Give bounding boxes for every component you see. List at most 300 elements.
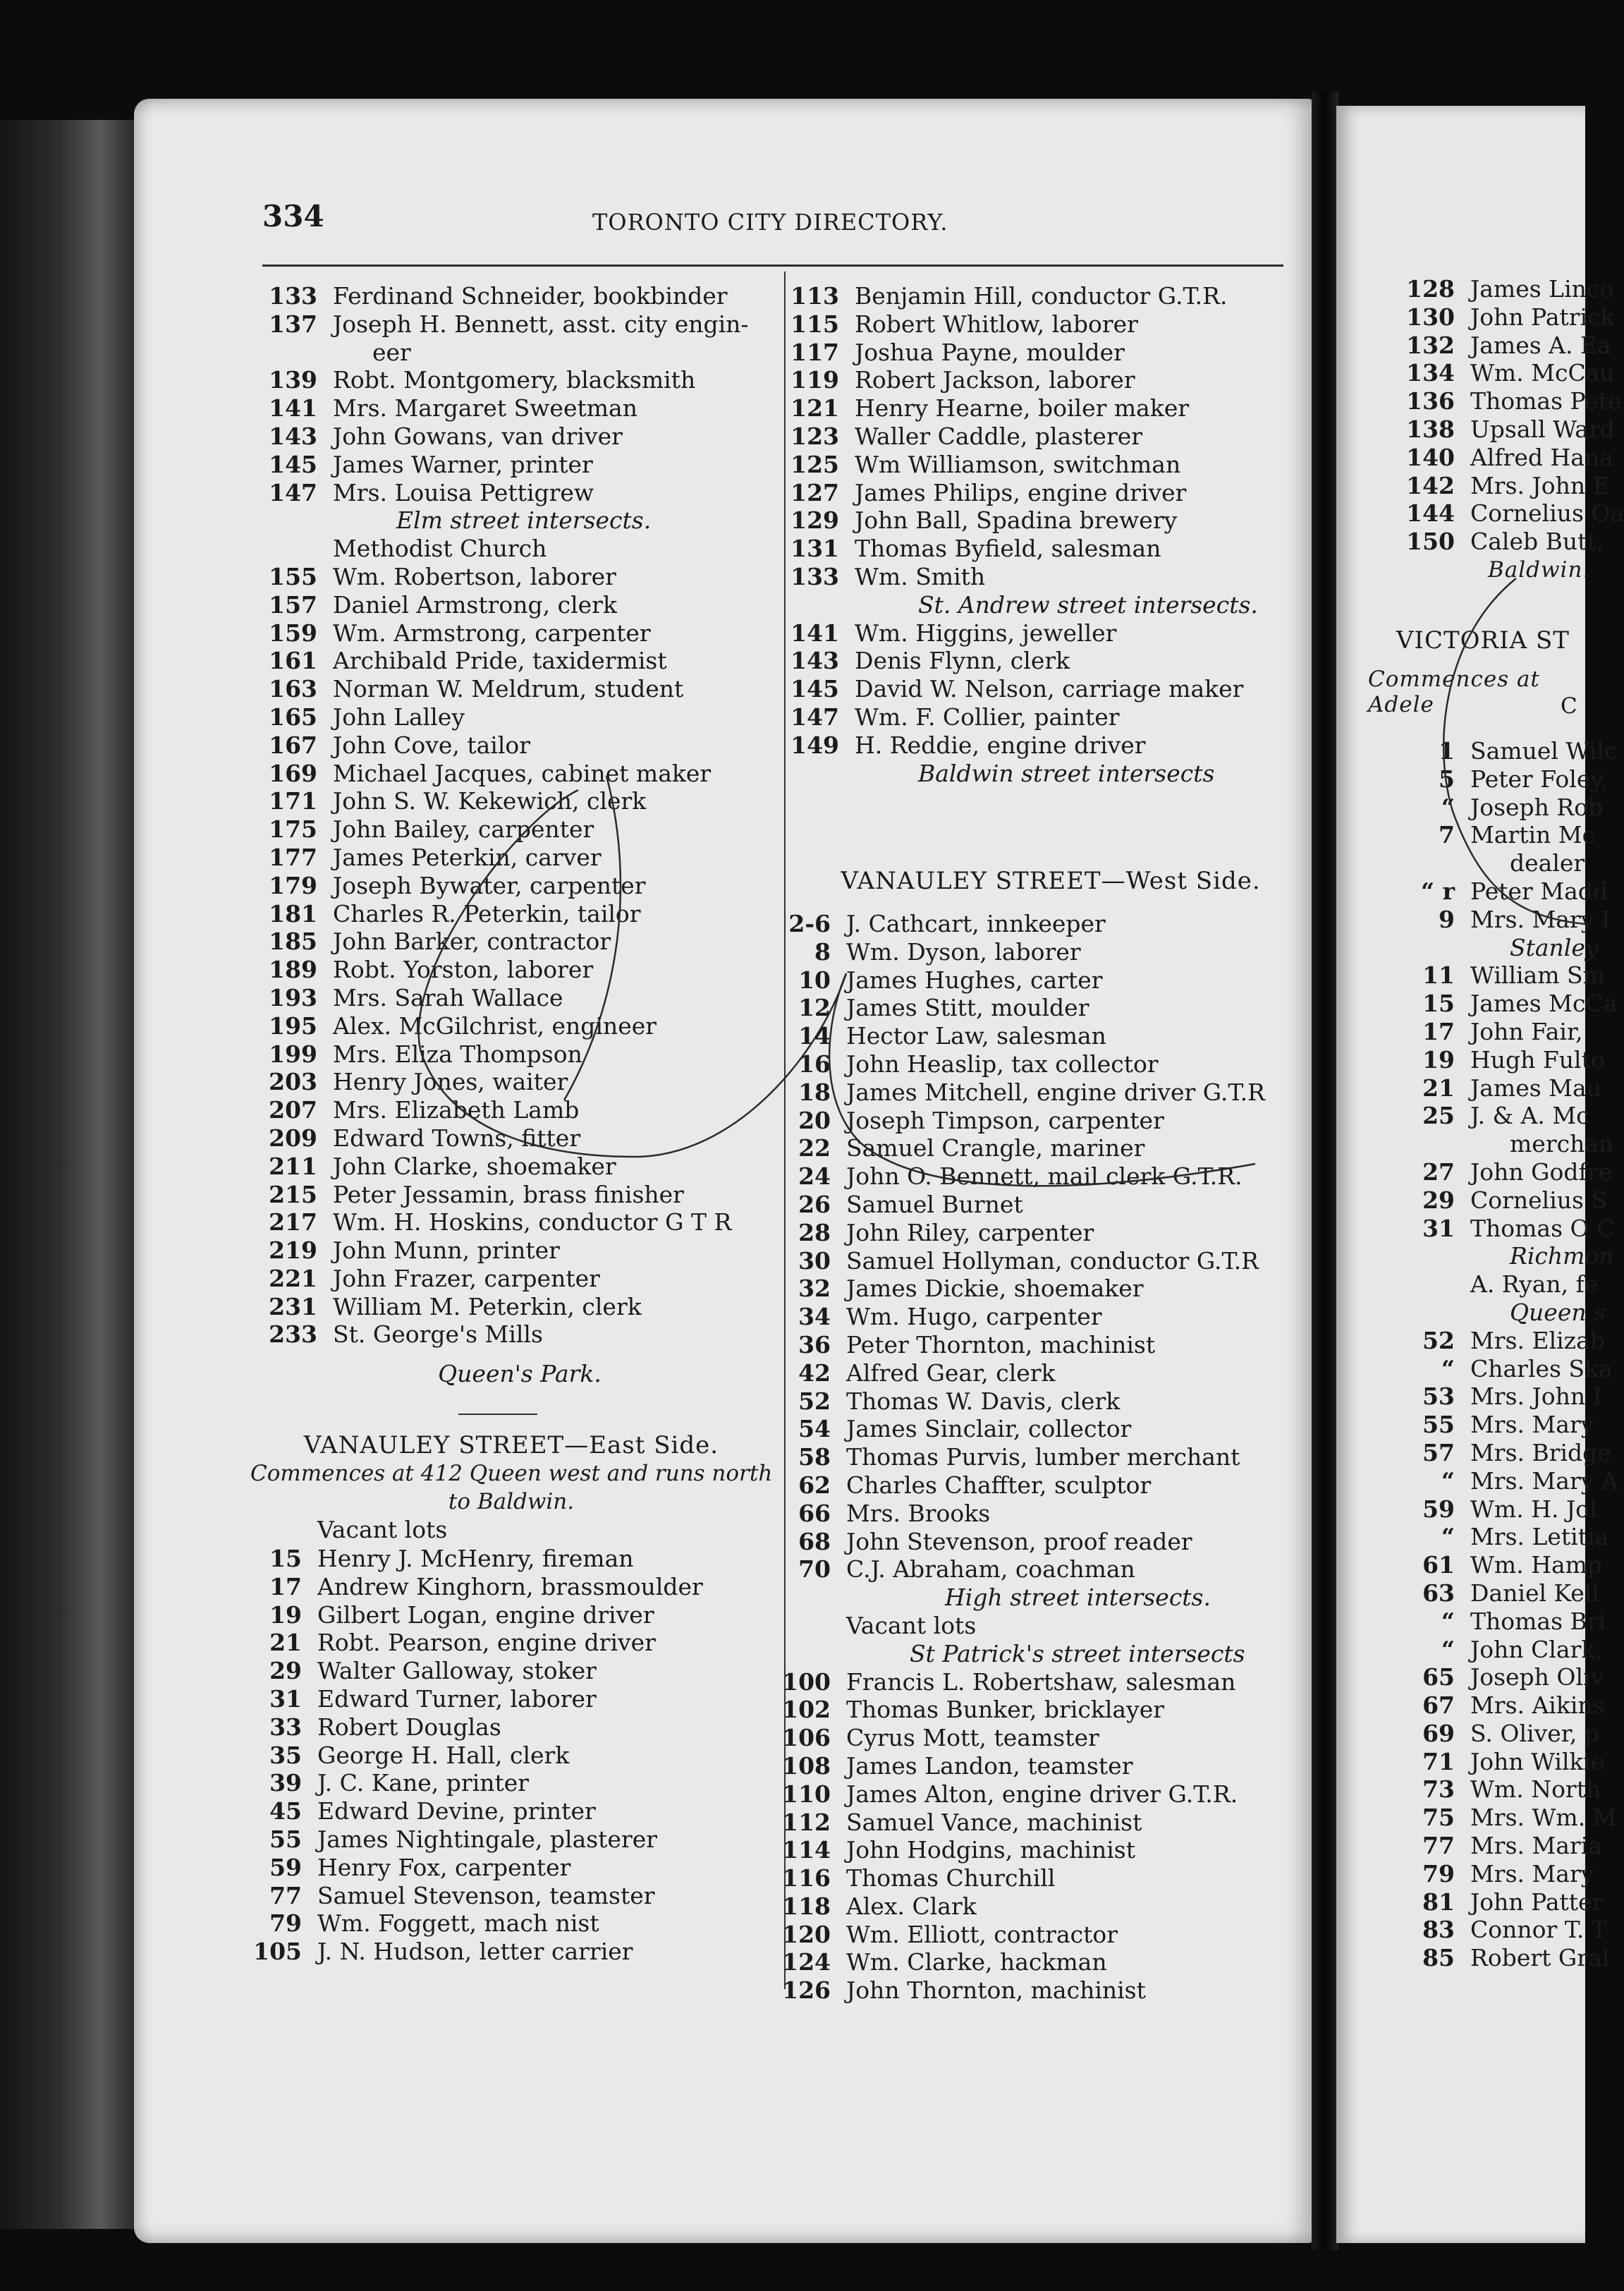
resident-text: Robert Gral <box>1470 1944 1610 1972</box>
resident-text: John Wilkie <box>1470 1747 1605 1775</box>
resident-text: James Mitchell, engine driver G.T.R <box>846 1078 1265 1106</box>
resident-text: eer <box>372 338 411 366</box>
house-number: 145 <box>269 450 317 478</box>
house-number: 136 <box>1406 387 1455 415</box>
house-number: 22 <box>798 1134 831 1162</box>
resident-text: St. George's Mills <box>333 1320 543 1349</box>
resident-text: James McCa <box>1470 990 1618 1018</box>
house-number: 45 <box>269 1797 302 1825</box>
resident-text: John Godfre <box>1470 1157 1612 1186</box>
house-number: 2-6 <box>788 910 831 937</box>
house-number: 79 <box>269 1909 302 1938</box>
resident-text: Mrs. Bridge <box>1470 1438 1611 1466</box>
house-number: 16 <box>798 1050 831 1078</box>
resident-text: Joshua Payne, moulder <box>855 338 1125 366</box>
resident-text: Thomas O C <box>1470 1214 1615 1242</box>
resident-text: Robert Whitlow, laborer <box>855 310 1138 338</box>
house-number: 31 <box>269 1684 302 1713</box>
queens-park-block <box>262 1360 777 1388</box>
resident-text: Daniel Armstrong, clerk <box>333 590 617 619</box>
house-number: 105 <box>253 1938 302 1966</box>
house-number: 231 <box>269 1292 317 1320</box>
victoria-commences: Commences at Adele <box>1368 667 1540 717</box>
resident-text: John Patter <box>1470 1888 1604 1916</box>
house-number: 52 <box>1422 1326 1455 1354</box>
house-number: 159 <box>269 619 317 647</box>
resident-text: Caleb Butt, <box>1470 528 1604 556</box>
resident-text: Daniel Kell <box>1470 1579 1599 1607</box>
resident-text: Hector Law, salesman <box>846 1022 1106 1050</box>
page-header <box>262 199 1285 241</box>
resident-text: Alex. McGilchrist, engineer <box>333 1011 657 1040</box>
house-number: 85 <box>1422 1944 1455 1972</box>
resident-text: James Dickie, shoemaker <box>846 1275 1144 1303</box>
house-number: 81 <box>1422 1888 1455 1916</box>
resident-text: Elm street intersects. <box>396 506 652 535</box>
house-number: 21 <box>1422 1074 1455 1102</box>
resident-text: A. Ryan, fe <box>1470 1270 1599 1299</box>
resident-text: John Fair, <box>1470 1017 1583 1045</box>
house-number: 71 <box>1422 1747 1455 1775</box>
house-number: 108 <box>782 1751 831 1780</box>
house-number: 132 <box>1406 331 1455 359</box>
resident-text: Robert Douglas <box>317 1713 501 1741</box>
resident-text: William Sm <box>1470 961 1605 990</box>
resident-text: John Barker, contractor <box>333 928 611 956</box>
house-number: 133 <box>790 562 839 590</box>
house-number: 66 <box>798 1499 831 1527</box>
house-number: 70 <box>798 1555 831 1584</box>
house-number: 233 <box>269 1320 317 1349</box>
resident-text: Thomas Byfield, salesman <box>855 535 1161 563</box>
house-number: 211 <box>269 1152 317 1180</box>
resident-text: John Frazer, carpenter <box>333 1264 600 1292</box>
resident-text: Peter Thornton, machinist <box>846 1330 1156 1359</box>
resident-text: James Alton, engine driver G.T.R. <box>846 1780 1238 1808</box>
house-number: 141 <box>790 619 839 647</box>
resident-text: Wm. Clarke, hackman <box>846 1948 1107 1976</box>
resident-text: Vacant lots <box>846 1611 977 1639</box>
header-rule <box>262 265 1283 267</box>
resident-text: Mrs. Elizab <box>1470 1326 1605 1354</box>
house-number: 10 <box>798 966 831 994</box>
house-number: 110 <box>782 1780 831 1808</box>
house-number: 65 <box>1422 1663 1455 1691</box>
resident-text: Thomas Bunker, bricklayer <box>846 1696 1165 1724</box>
resident-text: Archibald Pride, taxidermist <box>333 647 667 675</box>
book-gutter <box>1312 92 1338 2250</box>
house-number: 5 <box>1439 765 1455 793</box>
resident-text: John Patrick <box>1470 303 1615 331</box>
house-number: 171 <box>269 787 317 815</box>
resident-text: St Patrick's street intersects <box>910 1639 1245 1667</box>
house-number: 134 <box>1406 359 1455 387</box>
resident-text: Benjamin Hill, conductor G.T.R. <box>855 282 1228 310</box>
house-number: 61 <box>1422 1551 1455 1579</box>
resident-text: Upsall Ward <box>1470 415 1615 443</box>
resident-text: Mrs. Mary A <box>1470 1466 1618 1495</box>
house-number: 32 <box>798 1275 831 1303</box>
resident-text: James A. Ea <box>1470 331 1611 359</box>
house-number: 150 <box>1406 528 1455 556</box>
house-number: 106 <box>782 1724 831 1752</box>
house-number: 120 <box>782 1920 831 1948</box>
house-number: 31 <box>1422 1214 1455 1242</box>
house-number: 138 <box>1406 415 1455 443</box>
resident-text: Wm. Elliott, contractor <box>846 1920 1118 1948</box>
resident-text: Edward Devine, printer <box>317 1797 596 1825</box>
house-number: 73 <box>1422 1775 1455 1804</box>
resident-text: Mrs. Brooks <box>846 1499 991 1527</box>
resident-text: Mrs. Maria <box>1470 1832 1602 1860</box>
resident-text: Mrs. Wm. M <box>1470 1804 1617 1832</box>
house-number: 163 <box>269 675 317 703</box>
house-number: 143 <box>269 422 317 450</box>
resident-text: Robert Jackson, laborer <box>855 366 1135 394</box>
house-number: 58 <box>798 1443 831 1471</box>
house-number: 189 <box>269 956 317 984</box>
book-spine-edge <box>0 120 134 2229</box>
house-number: 57 <box>1422 1438 1455 1466</box>
resident-text: Thomas Purvis, lumber merchant <box>846 1443 1240 1471</box>
resident-text: Samuel Crangle, mariner <box>846 1134 1145 1162</box>
resident-text: Francis L. Robertshaw, salesman <box>846 1667 1236 1696</box>
resident-text: Wm. H. Jol <box>1470 1495 1597 1523</box>
house-number: 116 <box>782 1864 831 1892</box>
house-number: 141 <box>269 394 317 423</box>
resident-text: John Cove, tailor <box>333 731 531 759</box>
resident-text: Stanley <box>1510 933 1599 961</box>
resident-text: J. N. Hudson, letter carrier <box>317 1938 633 1966</box>
resident-text: Samuel Stevenson, teamster <box>317 1881 655 1909</box>
house-number: 68 <box>798 1527 831 1555</box>
house-number: 165 <box>269 703 317 731</box>
house-number: 83 <box>1422 1916 1455 1944</box>
resident-text: George H. Hall, clerk <box>317 1741 570 1769</box>
resident-text: Joseph Oliv <box>1470 1663 1604 1691</box>
house-number: 26 <box>798 1190 831 1218</box>
house-number: 7 <box>1439 821 1455 849</box>
resident-text: Martin Mc <box>1470 821 1596 849</box>
resident-text: Mrs. Letitia <box>1470 1523 1609 1551</box>
resident-text: J. C. Kane, printer <box>317 1769 530 1797</box>
vanauley-east-block <box>250 1432 772 1544</box>
resident-text: Alfred Gear, clerk <box>846 1359 1056 1387</box>
house-number: 77 <box>269 1881 302 1909</box>
house-number: 118 <box>782 1892 831 1920</box>
resident-text: Alex. Clark <box>846 1892 977 1920</box>
house-number: 69 <box>1422 1719 1455 1747</box>
resident-text: Wm. Smith <box>855 562 986 590</box>
house-number: 128 <box>1406 275 1455 303</box>
resident-text: Mrs. John E <box>1470 471 1610 499</box>
resident-text: Charles Chaffter, sculptor <box>846 1471 1152 1499</box>
house-number: 42 <box>798 1359 831 1387</box>
resident-text: Wm. Armstrong, carpenter <box>333 619 651 647</box>
house-number: 207 <box>269 1096 317 1124</box>
resident-text: Robt. Pearson, engine driver <box>317 1629 656 1657</box>
vanauley-west-block <box>804 868 1298 896</box>
resident-text: Wm. Foggett, mach nist <box>317 1909 599 1938</box>
resident-text: Mrs. Sarah Wallace <box>333 983 563 1011</box>
queens-park-label: Queen's Park. <box>438 1360 602 1387</box>
house-number: 119 <box>790 366 839 394</box>
resident-text: John Heaslip, tax collector <box>846 1050 1159 1078</box>
resident-text: James Warner, printer <box>333 450 593 478</box>
house-number: 20 <box>798 1106 831 1134</box>
house-number: 219 <box>269 1236 317 1265</box>
resident-text: Thomas Churchill <box>846 1864 1056 1892</box>
house-number: 18 <box>798 1078 831 1106</box>
house-number: 123 <box>790 422 839 450</box>
resident-text: Henry Fox, carpenter <box>317 1853 571 1881</box>
house-number: 62 <box>798 1471 831 1499</box>
house-number: 179 <box>269 871 317 899</box>
house-number: 59 <box>1422 1495 1455 1523</box>
house-number: 34 <box>798 1303 831 1331</box>
resident-text: Edward Turner, laborer <box>317 1684 597 1713</box>
house-number: 102 <box>782 1696 831 1724</box>
house-number: 195 <box>269 1011 317 1040</box>
house-number: 29 <box>1422 1186 1455 1214</box>
resident-text: James Hughes, carter <box>846 966 1103 994</box>
house-number: 139 <box>269 366 317 394</box>
resident-text: David W. Nelson, carriage maker <box>855 675 1244 703</box>
house-number: “ <box>1441 793 1455 821</box>
resident-text: James Mau <box>1470 1074 1601 1102</box>
resident-text: Thomas Bri <box>1470 1607 1606 1635</box>
house-number: 67 <box>1422 1691 1455 1720</box>
house-number: 155 <box>269 562 317 590</box>
section-rule <box>458 1414 537 1415</box>
resident-text: Robt. Montgomery, blacksmith <box>333 366 696 394</box>
resident-text: Andrew Kinghorn, brassmoulder <box>317 1572 703 1600</box>
house-number: 130 <box>1406 303 1455 331</box>
house-number: 167 <box>269 731 317 759</box>
house-number: 14 <box>798 1022 831 1050</box>
house-number: 149 <box>790 731 839 759</box>
resident-text: J. & A. Mc <box>1470 1102 1589 1130</box>
resident-text: Methodist Church <box>333 535 547 563</box>
house-number: 142 <box>1406 471 1455 499</box>
house-number: 79 <box>1422 1859 1455 1888</box>
page-number: 334 <box>262 199 324 233</box>
running-title: TORONTO CITY DIRECTORY. <box>592 209 948 236</box>
house-number: 131 <box>790 535 839 563</box>
resident-text: John Clarke, shoemaker <box>333 1152 616 1180</box>
resident-text: Henry Hearne, boiler maker <box>855 394 1190 423</box>
house-number: 140 <box>1406 443 1455 471</box>
house-number: “ <box>1441 1354 1455 1382</box>
resident-text: St. Andrew street intersects. <box>918 590 1258 619</box>
house-number: 17 <box>269 1572 302 1600</box>
house-number: 127 <box>790 478 839 506</box>
resident-text: Joseph H. Bennett, asst. city engin- <box>333 310 749 338</box>
resident-text: Henry Jones, waiter <box>333 1068 568 1096</box>
house-number: 114 <box>782 1836 831 1864</box>
resident-text: Hugh Fulto <box>1470 1045 1605 1074</box>
house-number: 9 <box>1439 905 1455 933</box>
resident-text: John O. Bennett, mail clerk G.T.R. <box>846 1162 1243 1191</box>
house-number: 121 <box>790 394 839 423</box>
house-number: 15 <box>1422 990 1455 1018</box>
house-number: 115 <box>790 310 839 338</box>
house-number: 117 <box>790 338 839 366</box>
resident-text: John Gowans, van driver <box>333 422 623 450</box>
house-number: 175 <box>269 815 317 844</box>
house-number: 29 <box>269 1657 302 1685</box>
vanauley-east-commences-cont: to Baldwin. <box>448 1488 575 1514</box>
resident-text: Ferdinand Schneider, bookbinder <box>333 282 728 310</box>
house-number: “ <box>1441 1523 1455 1551</box>
house-number: 126 <box>782 1976 831 2005</box>
house-number: “ <box>1441 1635 1455 1663</box>
house-number: 177 <box>269 843 317 871</box>
house-number: 25 <box>1422 1102 1455 1130</box>
house-number: 21 <box>269 1629 302 1657</box>
house-number: 24 <box>798 1162 831 1191</box>
resident-text: Wm. F. Collier, painter <box>855 703 1120 731</box>
resident-text: Mrs. Margaret Sweetman <box>333 394 637 423</box>
resident-text: Edward Towns, fitter <box>333 1124 581 1152</box>
house-number: “ <box>1441 1466 1455 1495</box>
resident-text: John Clark, <box>1470 1635 1603 1663</box>
house-number: 27 <box>1422 1157 1455 1186</box>
resident-text: Mrs. Eliza Thompson <box>333 1040 582 1068</box>
house-number: 12 <box>798 994 831 1022</box>
resident-text: Thomas Pete <box>1470 387 1622 415</box>
house-number: 35 <box>269 1741 302 1769</box>
resident-text: Charles R. Peterkin, tailor <box>333 899 641 928</box>
victoria-street-title: VICTORIA ST <box>1396 626 1570 655</box>
resident-text: dealer <box>1510 849 1585 877</box>
house-number: 185 <box>269 928 317 956</box>
house-number: 169 <box>269 759 317 787</box>
resident-text: Connor T. T <box>1470 1916 1607 1944</box>
resident-text: Mrs. Aikins <box>1470 1691 1605 1720</box>
house-number: 147 <box>790 703 839 731</box>
resident-text: Gilbert Logan, engine driver <box>317 1600 654 1629</box>
resident-text: Samuel Hollyman, conductor G.T.R <box>846 1246 1259 1275</box>
resident-text: John Lalley <box>333 703 465 731</box>
house-number: 124 <box>782 1948 831 1976</box>
resident-text: Joseph Rob <box>1470 793 1604 821</box>
resident-text: John Hodgins, machinist <box>846 1836 1135 1864</box>
house-number: 17 <box>1422 1017 1455 1045</box>
house-number: 221 <box>269 1264 317 1292</box>
resident-text: James Peterkin, carver <box>333 843 602 871</box>
resident-text: Peter Foley, <box>1470 765 1608 793</box>
resident-text: Cornelius S <box>1470 1186 1608 1214</box>
vanauley-east-commences: Commences at 412 Queen west and runs north <box>250 1460 773 1486</box>
house-number: 147 <box>269 478 317 506</box>
house-number: 161 <box>269 647 317 675</box>
resident-text: James Landon, teamster <box>846 1751 1133 1780</box>
resident-text: Wm. North <box>1470 1775 1601 1804</box>
resident-text: James Linco <box>1470 275 1614 303</box>
house-number: 75 <box>1422 1804 1455 1832</box>
resident-text: C.J. Abraham, coachman <box>846 1555 1135 1584</box>
house-number: 36 <box>798 1330 831 1359</box>
resident-text: S. Oliver, p <box>1470 1719 1599 1747</box>
house-number: 33 <box>269 1713 302 1741</box>
right-page <box>1336 106 1624 2243</box>
resident-text: Wm. Hamp <box>1470 1551 1603 1579</box>
resident-text: Joseph Timpson, carpenter <box>846 1106 1164 1134</box>
house-number: 203 <box>269 1068 317 1096</box>
resident-text: Charles Ska <box>1470 1354 1613 1382</box>
resident-text: Michael Jacques, cabinet maker <box>333 759 712 787</box>
house-number: 28 <box>798 1218 831 1246</box>
resident-text: Alfred Hana <box>1470 443 1613 471</box>
resident-text: Queen s <box>1510 1298 1606 1326</box>
house-number: 55 <box>269 1825 302 1853</box>
resident-text: Wm. Higgins, jeweller <box>855 619 1117 647</box>
house-number: 39 <box>269 1769 302 1797</box>
house-number: “ <box>1441 1607 1455 1635</box>
house-number: 133 <box>269 282 317 310</box>
resident-text: Wm. Robertson, laborer <box>333 562 616 590</box>
house-number: 143 <box>790 647 839 675</box>
resident-text: John Ball, Spadina brewery <box>855 506 1178 535</box>
resident-text: John Thornton, machinist <box>846 1976 1146 2005</box>
resident-text: Waller Caddle, plasterer <box>855 422 1143 450</box>
resident-text: J. Cathcart, innkeeper <box>846 910 1106 937</box>
resident-text: Samuel Burnet <box>846 1190 1023 1218</box>
house-number: 63 <box>1422 1579 1455 1607</box>
house-number: 59 <box>269 1853 302 1881</box>
resident-text: Mrs. John I <box>1470 1382 1602 1411</box>
house-number: 113 <box>790 282 839 310</box>
resident-text: Thomas W. Davis, clerk <box>846 1387 1121 1415</box>
resident-text: Wm Williamson, switchman <box>855 450 1181 478</box>
house-number: 19 <box>1422 1045 1455 1074</box>
resident-text: Wm. Hugo, carpenter <box>846 1303 1102 1331</box>
house-number: 52 <box>798 1387 831 1415</box>
house-number: 199 <box>269 1040 317 1068</box>
resident-text: James Philips, engine driver <box>855 478 1187 506</box>
resident-text: Joseph Bywater, carpenter <box>333 871 646 899</box>
resident-text: James Stitt, moulder <box>846 994 1089 1022</box>
house-number: 209 <box>269 1124 317 1152</box>
resident-text: Samuel Vance, machinist <box>846 1808 1142 1836</box>
resident-text: Wm. McCau <box>1470 359 1615 387</box>
resident-text: Norman W. Meldrum, student <box>333 675 684 703</box>
house-number: 54 <box>798 1415 831 1443</box>
house-number: 181 <box>269 899 317 928</box>
victoria-commences-cont: C <box>1561 693 1578 719</box>
resident-text: Walter Galloway, stoker <box>317 1657 597 1685</box>
resident-text: John Munn, printer <box>333 1236 560 1265</box>
resident-text: Mrs. Mary <box>1470 1859 1594 1888</box>
resident-text: William M. Peterkin, clerk <box>333 1292 642 1320</box>
resident-text: Mrs. Mary I <box>1470 905 1611 933</box>
house-number: 15 <box>269 1545 302 1572</box>
resident-text: Peter Madd <box>1470 877 1608 905</box>
resident-text: Peter Jessamin, brass finisher <box>333 1180 684 1208</box>
resident-text: Mrs. Mary <box>1470 1411 1594 1439</box>
house-number: 145 <box>790 675 839 703</box>
house-number: 11 <box>1422 961 1455 990</box>
resident-text: Robt. Yorston, laborer <box>333 956 594 984</box>
resident-text: John Bailey, carpenter <box>333 815 594 844</box>
resident-text: High street intersects. <box>945 1584 1211 1612</box>
resident-text: Richmon <box>1510 1242 1614 1270</box>
resident-text: John Riley, carpenter <box>846 1218 1094 1246</box>
house-number: 157 <box>269 590 317 619</box>
house-number: 125 <box>790 450 839 478</box>
house-number: 129 <box>790 506 839 535</box>
